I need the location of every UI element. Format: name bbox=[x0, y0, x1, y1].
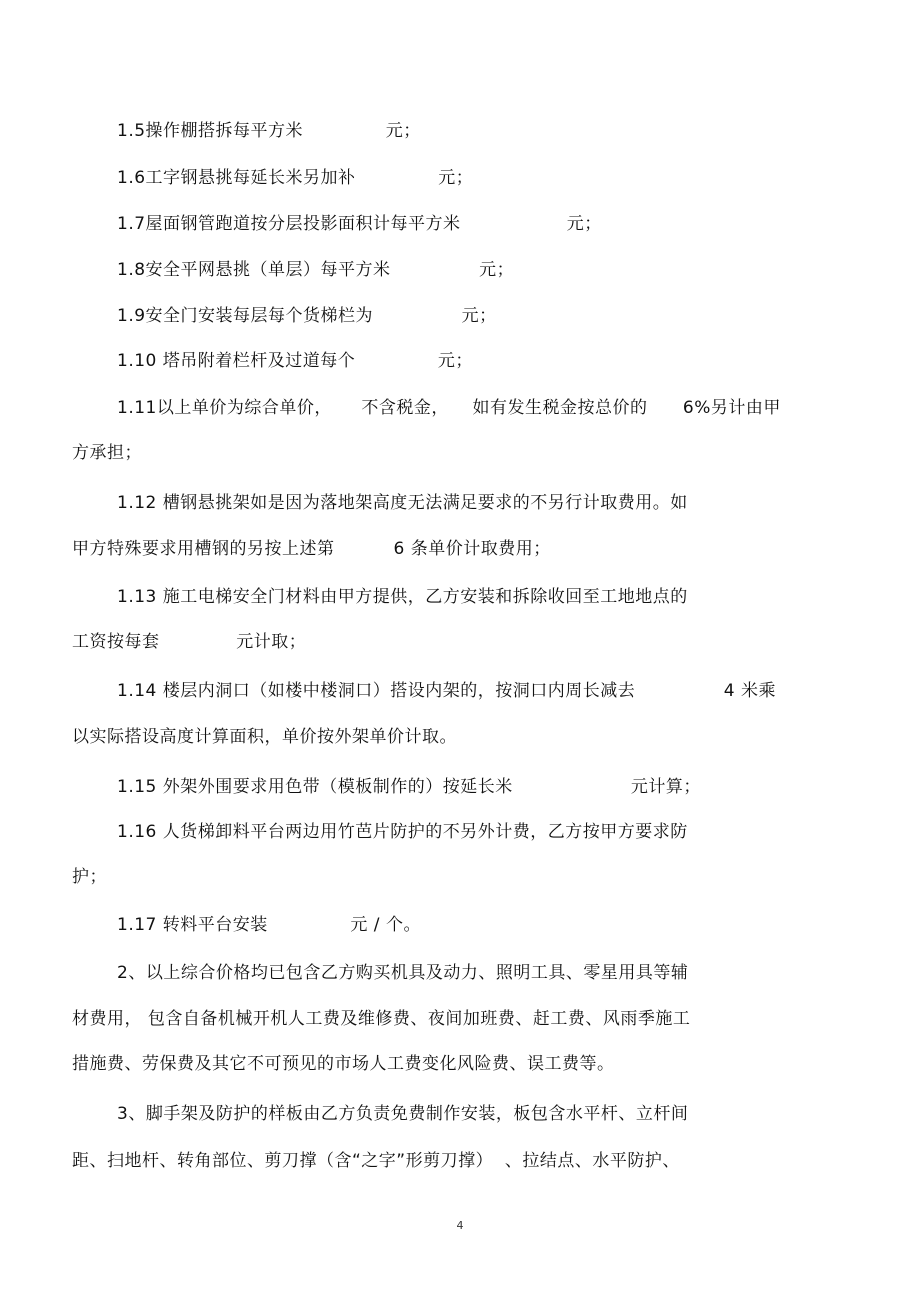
clause-1-5: 1.5操作棚搭拆每平方米 元； bbox=[117, 121, 421, 141]
clause-1-13-continued: 工资按每套 元计取； bbox=[72, 632, 307, 652]
clause-1-11-continued: 方承担； bbox=[72, 443, 142, 463]
clause-1-11: 1.11以上单价为综合单价， 不含税金， 如有发生税金按总价的 6%另计由甲 bbox=[117, 398, 781, 418]
clause-1-6: 1.6工字钢悬挑每延长米另加补 元； bbox=[117, 168, 474, 188]
clause-1-17: 1.17 转料平台安装 元 / 个。 bbox=[117, 915, 421, 935]
clause-1-16-continued: 护； bbox=[72, 867, 107, 887]
clause-1-15: 1.15 外架外围要求用色带（模板制作的）按延长米 元计算； bbox=[117, 777, 701, 797]
clause-2: 2、以上综合价格均已包含乙方购买机具及动力、照明工具、零星用具等辅 bbox=[117, 963, 689, 983]
page-number: 4 bbox=[456, 1219, 464, 1232]
clause-3: 3、脚手架及防护的样板由乙方负责免费制作安装，板包含水平杆、立杆间 bbox=[117, 1104, 689, 1124]
clause-1-16: 1.16 人货梯卸料平台两边用竹芭片防护的不另外计费，乙方按甲方要求防 bbox=[117, 822, 688, 842]
clause-1-12: 1.12 槽钢悬挑架如是因为落地架高度无法满足要求的不另行计取费用。如 bbox=[117, 493, 688, 513]
clause-1-14-continued: 以实际搭设高度计算面积，单价按外架单价计取。 bbox=[72, 727, 457, 747]
clause-1-7: 1.7屋面钢管跑道按分层投影面积计每平方米 元； bbox=[117, 214, 602, 234]
clause-1-10: 1.10 塔吊附着栏杆及过道每个 元； bbox=[117, 351, 473, 371]
clause-2-continued-1: 材费用， 包含自备机械开机人工费及维修费、夜间加班费、赶工费、风雨季施工 bbox=[72, 1009, 691, 1029]
clause-1-8: 1.8安全平网悬挑（单层）每平方米 元； bbox=[117, 260, 515, 280]
clause-1-14: 1.14 楼层内洞口（如楼中楼洞口）搭设内架的，按洞口内周长减去 4 米乘 bbox=[117, 681, 777, 701]
clause-2-continued-2: 措施费、劳保费及其它不可预见的市场人工费变化风险费、误工费等。 bbox=[72, 1054, 615, 1074]
clause-1-13: 1.13 施工电梯安全门材料由甲方提供，乙方安装和拆除收回至工地地点的 bbox=[117, 587, 688, 607]
clause-1-9: 1.9安全门安装每层每个货梯栏为 元； bbox=[117, 306, 497, 326]
clause-1-12-continued: 甲方特殊要求用槽钢的另按上述第 6 条单价计取费用； bbox=[72, 539, 551, 559]
clause-3-continued: 距、扫地杆、转角部位、剪刀撑（含“之字”形剪刀撑） 、拉结点、水平防护、 bbox=[72, 1151, 680, 1171]
